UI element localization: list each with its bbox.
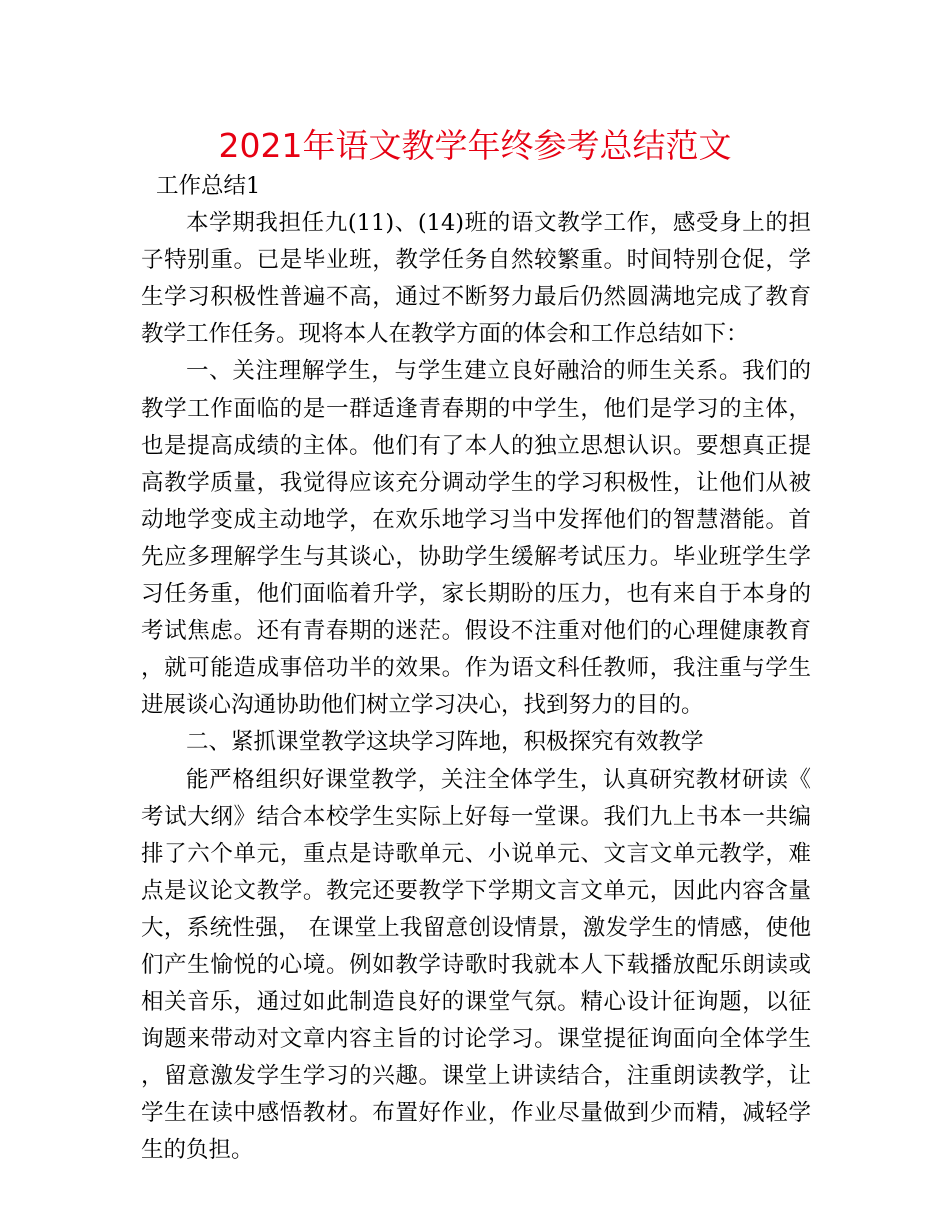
paragraph-section-one: 一、关注理解学生，与学生建立良好融洽的师生关系。我们的教学工作面临的是一群适逢青春期的中学生，他们是学习的主体，也是提高成绩的主体。他们有了本人的独立思想认识。要想真正提高教学质量，我觉得应该充分调动学生的学习积极性，让他们从被动地学变成主动地学，在欢乐地学习当中发挥他们的智慧潜能。首先应多理解学生与其谈心，协助学生缓解考试压力。毕业班学生学习任务重，他们面临着升学，家长期盼的压力，也有来自于本身的考试焦虑。还有青春期的迷茫。假设不注重对他们的心理健康教育，就可能造成事倍功半的效果。作为语文科任教师，我注重与学生进展谈心沟通协助他们树立学习决心，找到努力的目的。 <box>141 358 811 719</box>
document-body <box>141 168 811 1170</box>
paragraph-section-two-heading: 二、紧抓课堂教学这块学习阵地，积极探究有效教学 <box>186 729 704 756</box>
paragraph-intro: 本学期我担任九(11)、(14)班的语文教学工作，感受身上的担子特别重。已是毕业班，教学任务自然较繁重。时间特别仓促，学生学习积极性普遍不高，通过不断努力最后仍然圆满地完成了教育教学工作任务。现将本人在教学方面的体会和工作总结如下： <box>141 210 811 348</box>
document-title: 2021年语文教学年终参考总结范文 <box>218 126 732 165</box>
paragraph-section-two-body: 能严格组织好课堂教学，关注全体学生，认真研究教材研读《考试大纲》结合本校学生实际上好每一堂课。我们九上书本一共编排了六个单元，重点是诗歌单元、小说单元、文言文单元教学，难点是议论文教学。教完还要教学下学期文言文单元，因此内容含量大，系统性强， 在课堂上我留意创设情景，激发学生的情感，使他们产生愉悦的心境。例如教学诗歌时我就本人下载播放配乐朗读或相关音乐，通过如此制造良好的课堂气氛。精心设计征询题，以征询题来带动对文章内容主旨的讨论学习。课堂提征询面向全体学生，留意激发学生学习的兴趣。课堂上讲读结合，注重朗读教学，让学生在读中感悟教材。布置好作业，作业尽量做到少而精，减轻学生的负担。 <box>141 766 811 1164</box>
section-label: 工作总结1 <box>156 173 261 199</box>
